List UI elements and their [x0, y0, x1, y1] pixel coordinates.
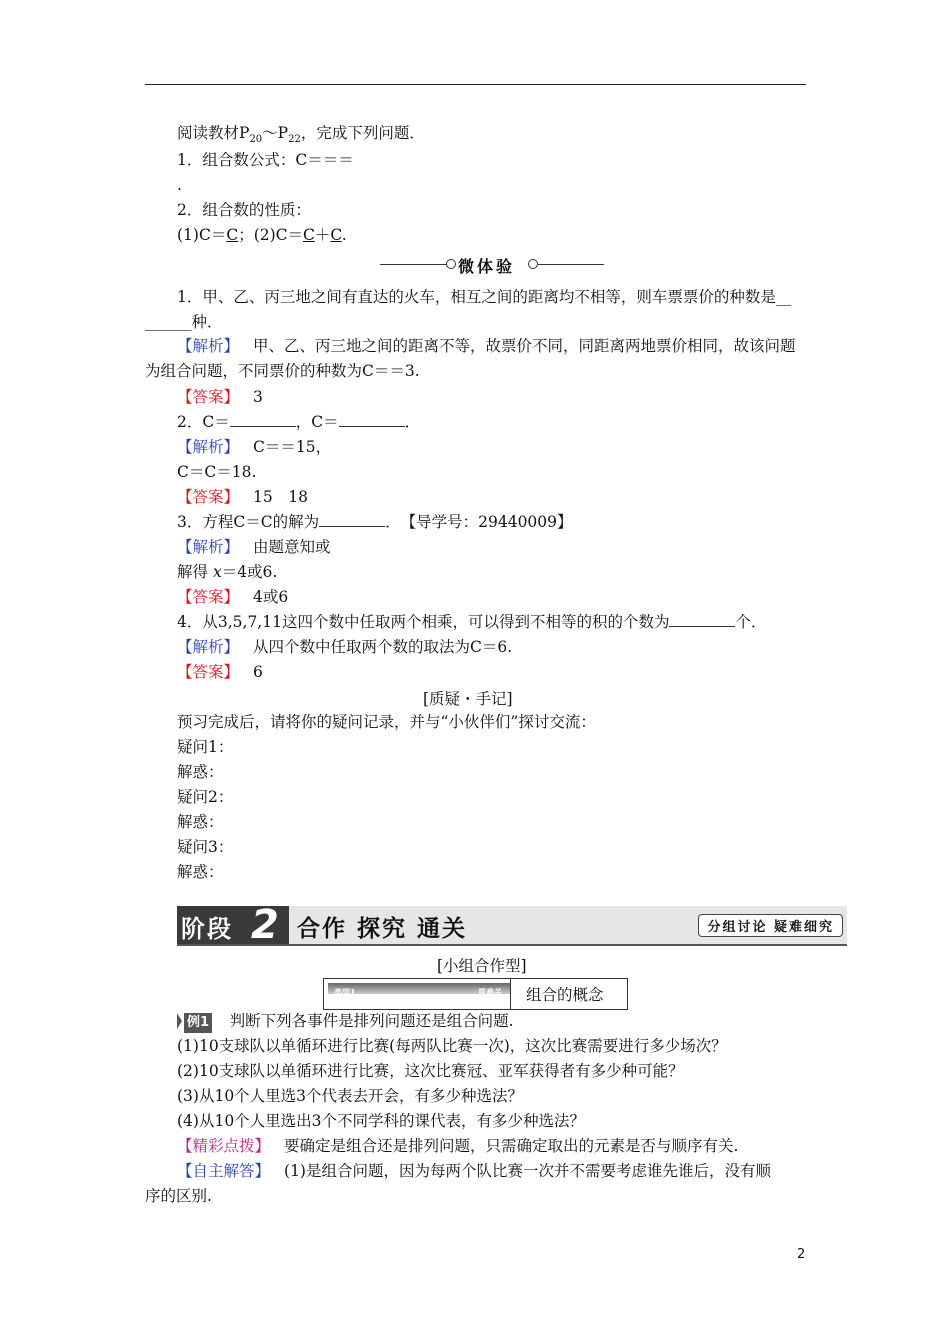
example-item: (3)从10个人里选3个代表去开会，有多少种选法？ [177, 1087, 524, 1105]
q2-answer: 【答案】 15 18 [177, 488, 308, 506]
tip-line: 【精彩点拨】 要确定是组合还是排列问题，只需确定取出的元素是否与顺序有关. [177, 1137, 739, 1155]
analysis-tag: 【解析】 [177, 538, 240, 556]
guide-number: 【导学号：29440009】 [408, 513, 573, 531]
point1-formula: 1．组合数公式：C＝＝＝ [177, 151, 354, 169]
answer-blank [339, 412, 405, 427]
answer-tag: 【答案】 [177, 588, 240, 606]
note-item: 疑问1： [177, 738, 234, 756]
note-item: 解惑： [177, 813, 224, 831]
type-divider [510, 979, 511, 1009]
analysis-tag: 【解析】 [177, 638, 240, 656]
answer-blank [230, 412, 296, 427]
divider-circle-right [528, 259, 538, 269]
stage-banner [177, 902, 847, 948]
example-arrow-icon [177, 1013, 182, 1029]
q3-answer: 【答案】 4或6 [177, 588, 289, 606]
analysis-tag: 【解析】 [177, 438, 240, 456]
note-item: 疑问2： [177, 788, 234, 806]
notes-intro: 预习完成后，请将你的疑问记录，并与“小伙伴们”探讨交流： [177, 713, 596, 731]
tip-tag: 【精彩点拨】 [177, 1137, 271, 1155]
analysis-tag: 【解析】 [177, 337, 240, 355]
example-item: (2)10支球队以单循环进行比赛，这次比赛冠、亚军获得者有多少种可能？ [177, 1062, 684, 1080]
point2-properties: (1)C＝C；(2)C＝C＋C. [177, 226, 347, 244]
q2-analysis-line1: 【解析】 C＝＝15， [177, 438, 332, 456]
question-4: 4．从3,5,7,11这四个数中任取两个相乘，可以得到不相等的积的个数为 个． [177, 613, 767, 631]
question-1-line1: 1．甲、乙、丙三地之间有直达的火车，相互之间的距离均不相等，则车票票价的种数是__ [177, 288, 792, 306]
answer-blank [669, 612, 735, 627]
answer-tag: 【答案】 [177, 388, 240, 406]
q3-analysis-line1: 【解析】 由题意知或 [177, 538, 331, 556]
q4-answer: 【答案】 6 [177, 663, 263, 681]
q1-analysis-line2: 为组合问题，不同票价的种数为C＝＝3. [145, 362, 420, 380]
solution-line1: 【自主解答】 (1)是组合问题，因为每两个队比赛一次并不需要考虑谁先谁后，没有顺 [177, 1162, 771, 1180]
divider-line-right [538, 264, 604, 265]
q2-analysis-line2: C＝C＝18. [177, 463, 257, 481]
answer-blank [319, 512, 385, 527]
section-divider-weitiyan [380, 254, 605, 276]
stage-label: 阶段 [181, 915, 233, 943]
answer-tag: 【答案】 [177, 488, 240, 506]
point1-dot: . [177, 176, 182, 194]
stage-label-block [177, 902, 289, 948]
stage-title: 合作 探究 通关 [297, 916, 468, 942]
note-item: 解惑： [177, 763, 224, 781]
question-2: 2．C＝ ，C＝ ． [177, 413, 421, 431]
divider-circle-left [446, 259, 456, 269]
answer-tag: 【答案】 [177, 663, 240, 681]
example-item: (4)从10个人里选出3个不同学科的课代表，有多少种选法？ [177, 1112, 586, 1130]
page-number: 2 [797, 1247, 806, 1262]
section-title: 微体验 [458, 257, 516, 276]
note-item: 疑问3： [177, 838, 234, 856]
solution-line2: 序的区别. [145, 1187, 212, 1205]
example-item: (1)10支球队以单循环进行比赛(每两队比赛一次)，这次比赛需要进行多少场次？ [177, 1037, 727, 1055]
point2-heading: 2．组合数的性质： [177, 201, 311, 219]
header-rule [145, 84, 806, 85]
q3-analysis-line2: 解得 x＝4或6. [177, 563, 278, 581]
q1-answer: 【答案】 3 [177, 388, 263, 406]
note-item: 解惑： [177, 863, 224, 881]
notes-heading: [质疑・手记] [423, 690, 513, 708]
q4-analysis: 【解析】 从四个数中任取两个数的取法为C＝6. [177, 638, 513, 656]
example-1: 例1 判断下列各事件是排列问题还是组合问题. [177, 1011, 514, 1033]
q1-analysis-line1: 【解析】 甲、乙、丙三地之间的距离不等，故票价不同，同距离两地票价相同，故该问题 [177, 337, 796, 355]
example-label: 例1 [184, 1013, 212, 1033]
type-tag: 类型1 [334, 987, 356, 997]
solution-tag: 【自主解答】 [177, 1162, 271, 1180]
divider-line-left [380, 264, 452, 265]
difficulty-tag: 重难关 [478, 987, 502, 997]
type-box [323, 978, 628, 1010]
stage-number: 2 [251, 902, 279, 948]
type-bar [328, 983, 510, 997]
group-heading: [小组合作型] [437, 957, 527, 975]
type-name: 组合的概念 [526, 986, 604, 1004]
question-1-line2: ______种． [145, 313, 223, 331]
stage-badge: 分组讨论 疑难细究 [698, 914, 843, 937]
question-3: 3．方程C＝C的解为 ． 【导学号：29440009】 [177, 513, 573, 531]
intro-line: 阅读教材$P_{20}\sim P_{22}$，完成下列问题． [177, 124, 425, 146]
